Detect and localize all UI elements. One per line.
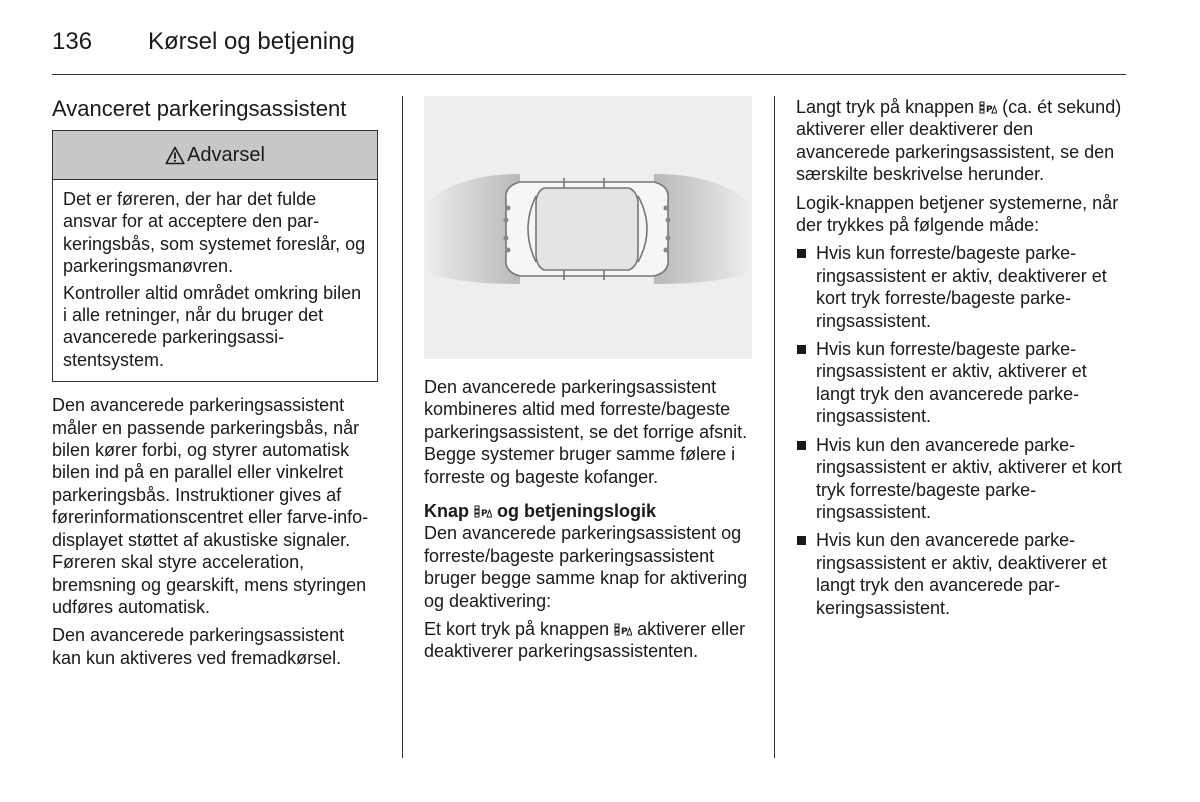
body-paragraph: Den avancerede parkeringsassistent måler en passende parkeringsbås, når bilen kører forbi, og styrer automatisk bilen ind på en parallel eller vinkelret parkeringsbås. Instruktioner gives af førerinformationscentret eller farve-info-displayet støttet af akustiske signaler. Føreren skal styre acceleration, bremsning og gearskift, mens styringen udføres automatisk. [52, 395, 369, 617]
page-header [52, 24, 1126, 75]
bullet-square-icon [797, 345, 806, 354]
bullet-square-icon [797, 536, 806, 545]
warning-body [53, 180, 377, 381]
list-item: Hvis kun den avancerede parkeringsassistent er aktiv, aktiverer et kort tryk forreste/bageste parkeringsassistent. [796, 434, 1124, 524]
list-item: Hvis kun forreste/bageste parkeringsassistent er aktiv, aktiverer et langt tryk den avancerede parkeringsassistent. [796, 338, 1124, 428]
warning-title: Advarsel [187, 143, 265, 166]
warning-box [52, 130, 378, 382]
column-left [52, 96, 378, 675]
parking-assist-button-icon [474, 505, 492, 518]
warning-paragraph: Kontroller altid området omkring bilen i alle retninger, når du bruger det avancerede parkeringsassistentsystem. [63, 282, 362, 370]
warning-paragraph: Det er føreren, der har det fulde ansvar for at acceptere den parkeringsbås, som systemet foreslår, og parkeringsmanøvren. [63, 189, 366, 277]
body-paragraph: Den avancerede parkeringsassistent kan kun aktiveres ved fremadkørsel. [52, 625, 345, 668]
svg-text:P: P [621, 627, 628, 637]
warning-header [53, 131, 377, 180]
body-paragraph: Den avancerede parkeringsassistent kombineres altid med forreste/bageste parkeringsassistent, se det forrige afsnit. Begge systemer bruger samme følere i forreste og bageste kofanger. [424, 377, 748, 487]
list-item: Hvis kun forreste/bageste parkeringsassistent er aktiv, deaktiverer et kort tryk forreste/bageste parkeringsassistent. [796, 242, 1124, 332]
bullet-square-icon [797, 249, 806, 258]
svg-text:P: P [986, 105, 993, 114]
parking-sensor-figure [424, 96, 752, 359]
column-divider [402, 96, 403, 758]
chapter-title: Kørsel og betjening [148, 28, 355, 55]
bullet-square-icon [797, 441, 806, 450]
column-right [796, 96, 1124, 625]
section-title: Avanceret parkeringsassistent [52, 96, 347, 121]
body-paragraph: Den avancerede parkeringsassistent og forreste/bageste parkeringsassistent bruger begge samme knap for aktivering og deaktivering: [424, 523, 748, 611]
body-paragraph: Logik-knappen betjener systemerne, når der trykkes på følgende måde: [796, 192, 1119, 236]
subheading: Knap P og betjeningslogik [424, 501, 657, 522]
logic-list [796, 242, 1124, 619]
body-paragraph: Langt tryk på knappen P (ca. ét sekund) aktiverer eller deaktiverer den avancerede parkeringsassistent, se den særskilte beskrivelse herunder. [796, 97, 1122, 185]
svg-text:P: P [481, 509, 488, 519]
page-number: 136 [52, 28, 93, 55]
list-item: Hvis kun den avancerede parkeringsassistent er aktiv, deaktiverer et langt tryk den avancerede parkeringsassistent. [796, 529, 1124, 619]
body-paragraph: Et kort tryk på knappen P aktiverer eller deaktiverer parkeringsassistenten. [424, 619, 746, 662]
column-divider [774, 96, 775, 758]
car-top-view-icon [424, 96, 752, 359]
parking-assist-button-icon [979, 101, 997, 114]
column-middle [424, 96, 752, 669]
warning-triangle-icon [165, 146, 185, 165]
parking-assist-button-icon [614, 623, 632, 636]
